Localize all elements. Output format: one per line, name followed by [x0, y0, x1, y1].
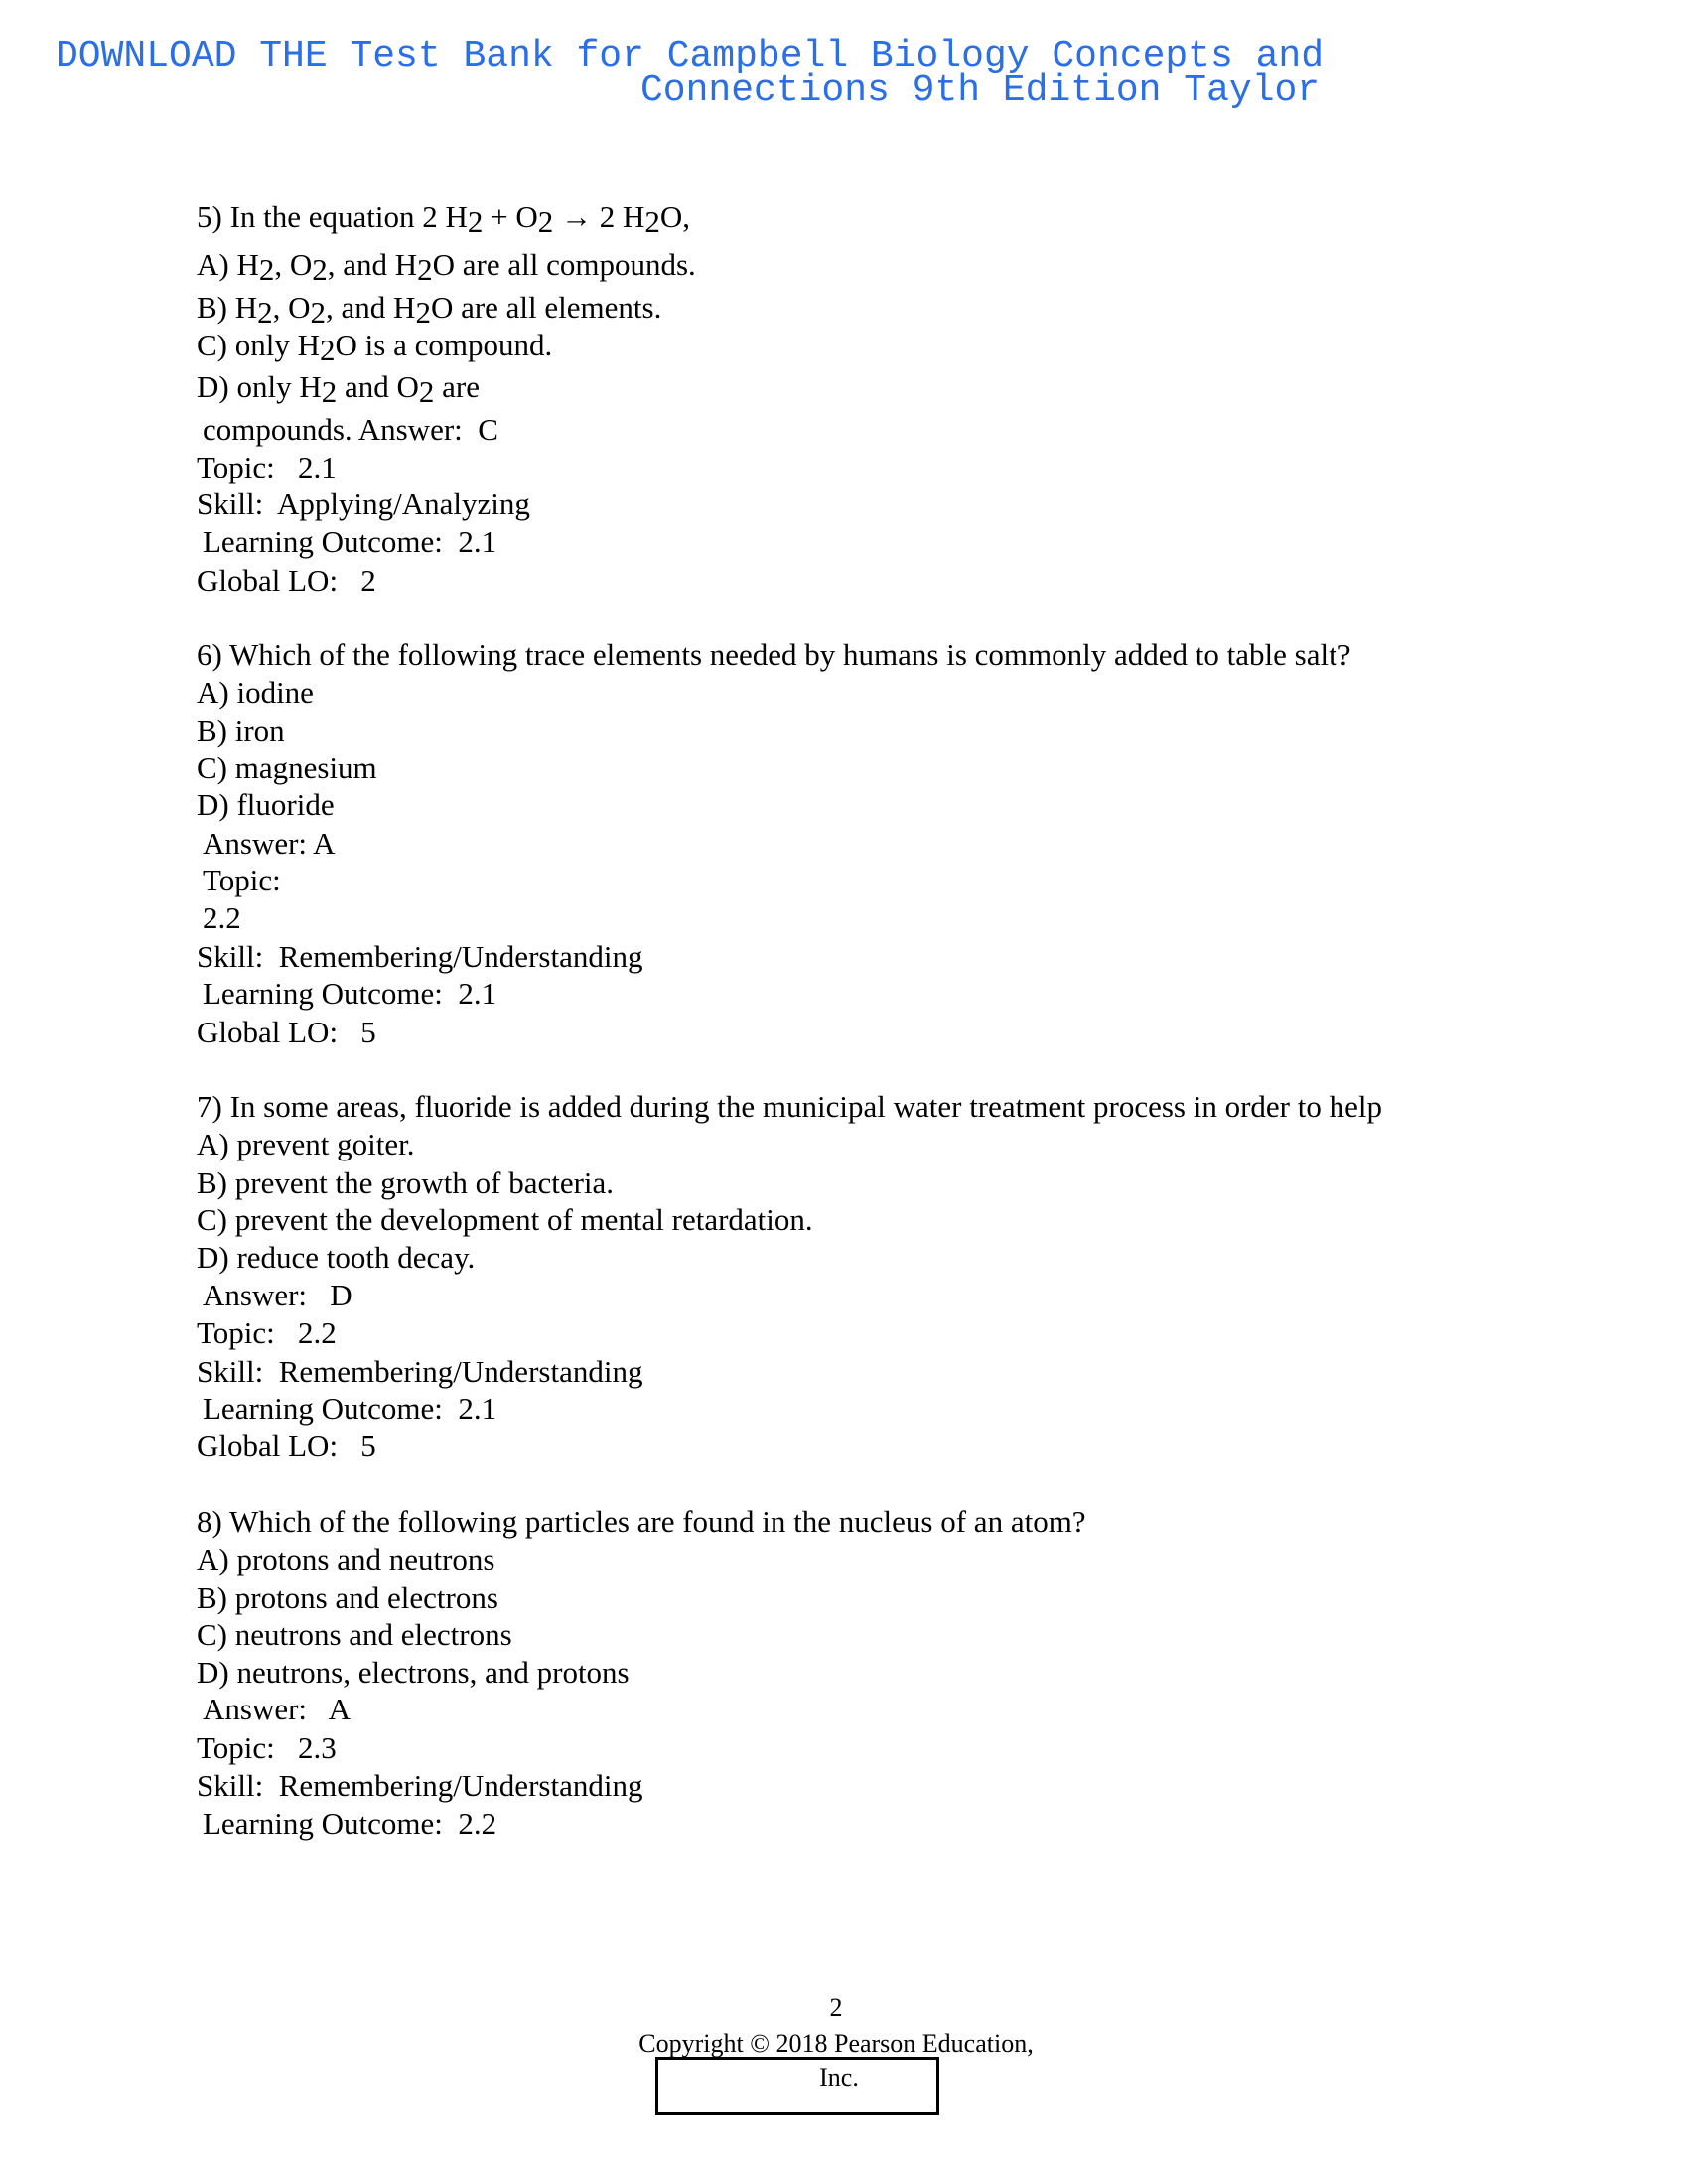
question-line: Skill: Remembering/Understanding	[197, 1768, 643, 1803]
question-line: D) reduce tooth decay.	[197, 1240, 476, 1275]
question-line: B) iron	[197, 713, 285, 748]
question-line: C) prevent the development of mental retardation.	[197, 1202, 813, 1237]
question-line: Answer: D	[203, 1278, 352, 1312]
question-line: D) neutrons, electrons, and protons	[197, 1655, 630, 1690]
question-line: Topic: 2.2	[197, 1315, 337, 1350]
question-line: A) $H_2$, $O_2$, and $H_2O$ are all compounds.	[197, 247, 696, 287]
copyright-text: Copyright © 2018 Pearson Education,	[638, 2029, 1034, 2058]
question-line: B) prevent the growth of bacteria.	[197, 1165, 615, 1200]
question-line: Skill: Remembering/Understanding	[197, 939, 643, 974]
question-line: Learning Outcome: 2.1	[203, 976, 497, 1011]
question-line: 2.2	[203, 900, 241, 935]
question-line: Answer: A	[203, 826, 336, 861]
question-line: D) only $H_2$ and $O_2$ are	[197, 369, 480, 409]
question-line: C) only $H_2O$ is a compound.	[197, 328, 553, 367]
question-line: A) iodine	[197, 675, 314, 710]
download-title-line-1[interactable]: DOWNLOAD THE Test Bank for Campbell Biology Concepts and	[56, 35, 1325, 77]
question-line: D) fluoride	[197, 787, 335, 822]
question-line: Topic: 2.1	[197, 450, 337, 484]
question-line: C) magnesium	[197, 751, 377, 785]
question-line: Learning Outcome: 2.1	[203, 524, 497, 559]
question-line: Answer: A	[203, 1692, 351, 1726]
question-stem: 5) In the equation 2 $H_2 + O_2 \to 2$ $H_2O$,	[197, 200, 691, 239]
copyright-text-cont: Inc.	[819, 2063, 859, 2092]
question-line: Learning Outcome: 2.2	[203, 1806, 497, 1841]
question-line: compounds. Answer: C	[203, 412, 498, 447]
question-line: Skill: Applying/Analyzing	[197, 486, 530, 521]
question-line: Global LO: 5	[197, 1429, 376, 1463]
question-line: A) prevent goiter.	[197, 1127, 415, 1161]
download-title-line-2[interactable]: Connections 9th Edition Taylor	[640, 69, 1321, 112]
question-line: B) $H_2$, $O_2$, and $H_2O$ are all elements.	[197, 290, 662, 330]
question-stem: 7) In some areas, fluoride is added during the municipal water treatment process in order to help	[197, 1089, 1382, 1124]
question-line: Skill: Remembering/Understanding	[197, 1354, 643, 1389]
question-line: Topic:	[203, 863, 281, 897]
question-line: Global LO: 5	[197, 1015, 376, 1049]
question-line: Topic: 2.3	[197, 1730, 337, 1765]
question-line: A) protons and neutrons	[197, 1542, 495, 1576]
question-line: Global LO: 2	[197, 563, 376, 598]
question-line: C) neutrons and electrons	[197, 1617, 512, 1652]
question-stem: 8) Which of the following particles are found in the nucleus of an atom?	[197, 1504, 1086, 1539]
question-line: B) protons and electrons	[197, 1580, 498, 1615]
page-number: 2	[829, 1993, 843, 2022]
question-line: Learning Outcome: 2.1	[203, 1391, 497, 1426]
question-stem: 6) Which of the following trace elements needed by humans is commonly added to table salt?	[197, 637, 1351, 672]
